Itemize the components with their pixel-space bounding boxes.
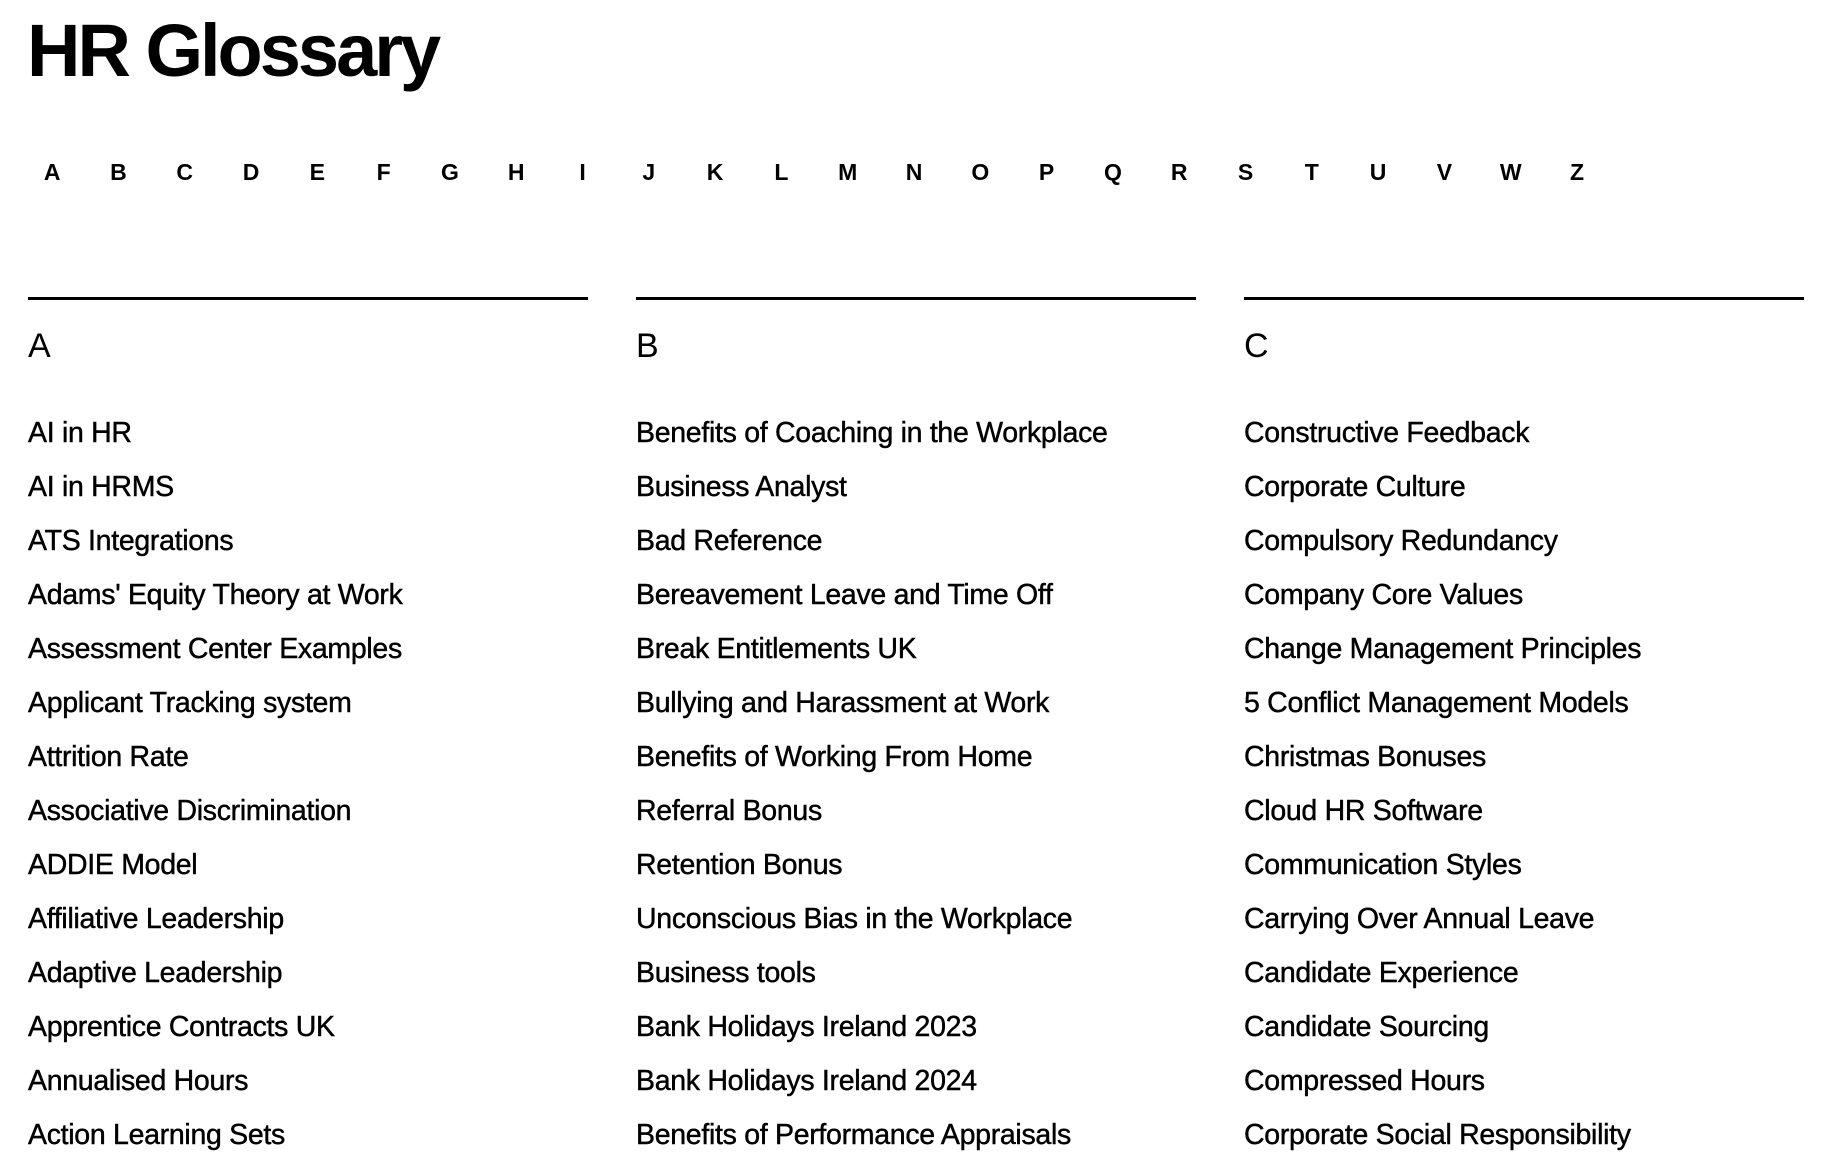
term-link[interactable]: Company Core Values: [1244, 579, 1523, 611]
term-link[interactable]: Bereavement Leave and Time Off: [636, 579, 1053, 611]
section-a: [28, 297, 588, 1162]
term-link[interactable]: Bullying and Harassment at Work: [636, 687, 1050, 719]
section-c: [1244, 297, 1804, 1162]
alpha-link-o[interactable]: O: [971, 159, 990, 185]
alpha-link-s[interactable]: S: [1237, 159, 1254, 185]
term-link[interactable]: Associative Discrimination: [28, 795, 352, 827]
alpha-link-a[interactable]: A: [43, 159, 61, 185]
term-link[interactable]: Bank Holidays Ireland 2024: [636, 1065, 977, 1097]
term-link[interactable]: Annualised Hours: [28, 1065, 249, 1097]
term-list: [636, 406, 1196, 1162]
alpha-link-m[interactable]: M: [838, 159, 858, 185]
alpha-link-u[interactable]: U: [1369, 159, 1387, 185]
term-link[interactable]: AI in HR: [28, 417, 132, 449]
alphabet-nav: [19, 150, 1610, 194]
alpha-link-c[interactable]: C: [176, 159, 194, 185]
section-divider: [636, 297, 1196, 300]
term-link[interactable]: Attrition Rate: [28, 741, 189, 773]
term-list: [28, 406, 588, 1162]
term-link[interactable]: Constructive Feedback: [1244, 417, 1530, 449]
term-link[interactable]: Affiliative Leadership: [28, 903, 284, 935]
term-link[interactable]: Benefits of Working From Home: [636, 741, 1033, 773]
section-letter: C: [1244, 327, 1269, 365]
term-link[interactable]: 5 Conflict Management Models: [1244, 687, 1629, 719]
term-link[interactable]: ADDIE Model: [28, 849, 198, 881]
alpha-link-r[interactable]: R: [1170, 159, 1188, 185]
alpha-link-i[interactable]: I: [579, 159, 586, 185]
term-link[interactable]: Adams' Equity Theory at Work: [28, 579, 403, 611]
term-link[interactable]: Retention Bonus: [636, 849, 843, 881]
alpha-link-p[interactable]: P: [1038, 159, 1055, 185]
section-letter: B: [636, 327, 659, 365]
term-link[interactable]: Candidate Sourcing: [1244, 1011, 1489, 1043]
term-link[interactable]: Unconscious Bias in the Workplace: [636, 903, 1073, 935]
alpha-link-q[interactable]: Q: [1103, 159, 1122, 185]
term-link[interactable]: Compulsory Redundancy: [1244, 525, 1558, 557]
term-link[interactable]: Apprentice Contracts UK: [28, 1011, 335, 1043]
term-link[interactable]: Change Management Principles: [1244, 633, 1642, 665]
alpha-link-n[interactable]: N: [905, 159, 923, 185]
term-link[interactable]: ATS Integrations: [28, 525, 234, 557]
alpha-link-b[interactable]: B: [110, 159, 127, 185]
alpha-link-f[interactable]: F: [376, 159, 391, 185]
alpha-link-g[interactable]: G: [440, 159, 459, 185]
term-link[interactable]: Applicant Tracking system: [28, 687, 352, 719]
term-link[interactable]: Assessment Center Examples: [28, 633, 402, 665]
term-link[interactable]: Benefits of Performance Appraisals: [636, 1119, 1071, 1151]
term-link[interactable]: Corporate Social Responsibility: [1244, 1119, 1631, 1151]
term-link[interactable]: Break Entitlements UK: [636, 633, 917, 665]
alpha-link-l[interactable]: L: [774, 159, 789, 185]
term-link[interactable]: Corporate Culture: [1244, 471, 1466, 503]
term-link[interactable]: Benefits of Coaching in the Workplace: [636, 417, 1108, 449]
section-divider: [1244, 297, 1804, 300]
alpha-link-d[interactable]: D: [242, 159, 260, 185]
term-link[interactable]: Action Learning Sets: [28, 1119, 285, 1151]
section-letter: A: [28, 327, 51, 365]
term-link[interactable]: Bad Reference: [636, 525, 823, 557]
term-link[interactable]: Bank Holidays Ireland 2023: [636, 1011, 977, 1043]
alpha-link-e[interactable]: E: [309, 159, 325, 185]
section-divider: [28, 297, 588, 300]
term-link[interactable]: AI in HRMS: [28, 471, 174, 503]
term-link[interactable]: Referral Bonus: [636, 795, 822, 827]
alpha-link-h[interactable]: H: [507, 159, 525, 185]
alpha-link-w[interactable]: W: [1499, 159, 1522, 185]
term-link[interactable]: Communication Styles: [1244, 849, 1522, 881]
alpha-link-k[interactable]: K: [706, 159, 724, 185]
term-list: [1244, 406, 1804, 1162]
page-title: HR Glossary: [27, 9, 439, 92]
term-link[interactable]: Adaptive Leadership: [28, 957, 283, 989]
term-link[interactable]: Business tools: [636, 957, 816, 989]
term-link[interactable]: Carrying Over Annual Leave: [1244, 903, 1595, 935]
term-link[interactable]: Cloud HR Software: [1244, 795, 1483, 827]
section-b: [636, 297, 1196, 1162]
glossary-columns: [28, 297, 1805, 1162]
alpha-link-j[interactable]: J: [642, 159, 656, 185]
alpha-link-z[interactable]: Z: [1569, 159, 1584, 185]
alpha-link-t[interactable]: T: [1304, 159, 1319, 185]
term-link[interactable]: Compressed Hours: [1244, 1065, 1485, 1097]
alpha-link-v[interactable]: V: [1436, 159, 1453, 185]
term-link[interactable]: Candidate Experience: [1244, 957, 1519, 989]
term-link[interactable]: Christmas Bonuses: [1244, 741, 1486, 773]
term-link[interactable]: Business Analyst: [636, 471, 847, 503]
